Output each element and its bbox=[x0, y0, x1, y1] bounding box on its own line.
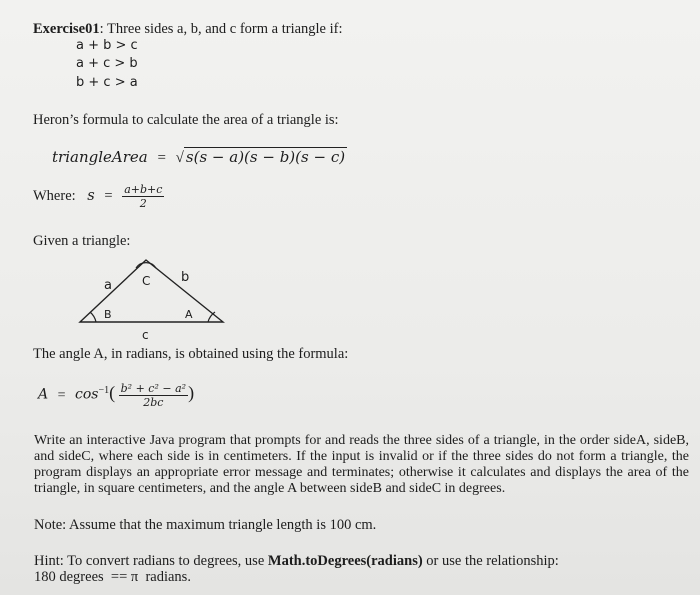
exercise-intro: : Three sides a, b, and c form a triangle if: bbox=[99, 21, 343, 37]
heron-equals: = bbox=[157, 150, 166, 166]
triangle-diagram bbox=[70, 250, 240, 340]
s-denominator: 2 bbox=[139, 197, 147, 210]
triangle-shape bbox=[80, 260, 223, 322]
heron-radicand: s(s − a)(s − b)(s − c) bbox=[185, 148, 346, 166]
cos-func: cos bbox=[75, 386, 99, 403]
angle-lhs: A bbox=[38, 386, 49, 403]
note-text: Note: Assume that the maximum triangle length is 100 cm. bbox=[34, 517, 377, 533]
angle-formula bbox=[38, 382, 194, 409]
side-c-top-label: C bbox=[142, 274, 151, 288]
exercise-label: Exercise01 bbox=[33, 21, 100, 37]
condition-2: a + c > b bbox=[76, 56, 138, 71]
where-formula bbox=[33, 183, 164, 210]
angle-fraction bbox=[119, 382, 188, 409]
open-paren: ( bbox=[109, 382, 116, 403]
triangle-intro: Given a triangle: bbox=[33, 233, 131, 249]
where-var: s bbox=[87, 187, 95, 204]
exercise-heading bbox=[33, 21, 343, 38]
angle-arc-b bbox=[90, 312, 96, 322]
sqrt-symbol: √ bbox=[175, 150, 184, 166]
angle-intro: The angle A, in radians, is obtained using the formula: bbox=[33, 346, 349, 362]
heron-intro: Heron’s formula to calculate the area of a triangle is: bbox=[33, 112, 339, 128]
where-equals: = bbox=[104, 187, 113, 204]
hint-line-1 bbox=[34, 553, 559, 570]
cos-exponent: −1 bbox=[98, 385, 110, 397]
hint-method: Math.toDegrees(radians) bbox=[267, 553, 423, 569]
heron-lhs: triangleArea bbox=[52, 148, 148, 166]
hint-prefix: Hint: To convert radians to degrees, use bbox=[34, 553, 268, 569]
side-c-bottom-label: c bbox=[142, 328, 149, 342]
condition-3: b + c > a bbox=[76, 75, 138, 90]
side-b-label: b bbox=[181, 270, 190, 285]
side-a-label: a bbox=[104, 278, 112, 293]
condition-1: a + b > c bbox=[76, 38, 138, 53]
hint-suffix: or use the relationship: bbox=[422, 553, 559, 569]
angle-denominator: 2bc bbox=[143, 396, 164, 409]
s-fraction bbox=[122, 183, 164, 210]
hint-line-2: 180 degrees == π radians. bbox=[34, 569, 191, 585]
s-numerator: a+b+c bbox=[124, 183, 163, 196]
heron-formula bbox=[52, 148, 347, 167]
vertex-a-label: A bbox=[185, 308, 193, 321]
where-label: Where: bbox=[33, 187, 76, 204]
angle-numerator: b² + c² − a² bbox=[120, 382, 187, 395]
angle-equals: = bbox=[57, 387, 66, 403]
task-paragraph: Write an interactive Java program that prompts for and reads the three sides of a triangle, in the order sideA, sideB, and sideC, where each side is in centimeters. If the input is invalid or if the three sides do not form a triangle, the program displays an appropriate error message and terminates; otherwise it calculates and displays the area of the triangle, in square centimeters, and the angle A between sideB and sideC in degrees. bbox=[34, 433, 689, 496]
vertex-b-label: B bbox=[104, 308, 112, 321]
close-paren: ) bbox=[188, 382, 195, 403]
